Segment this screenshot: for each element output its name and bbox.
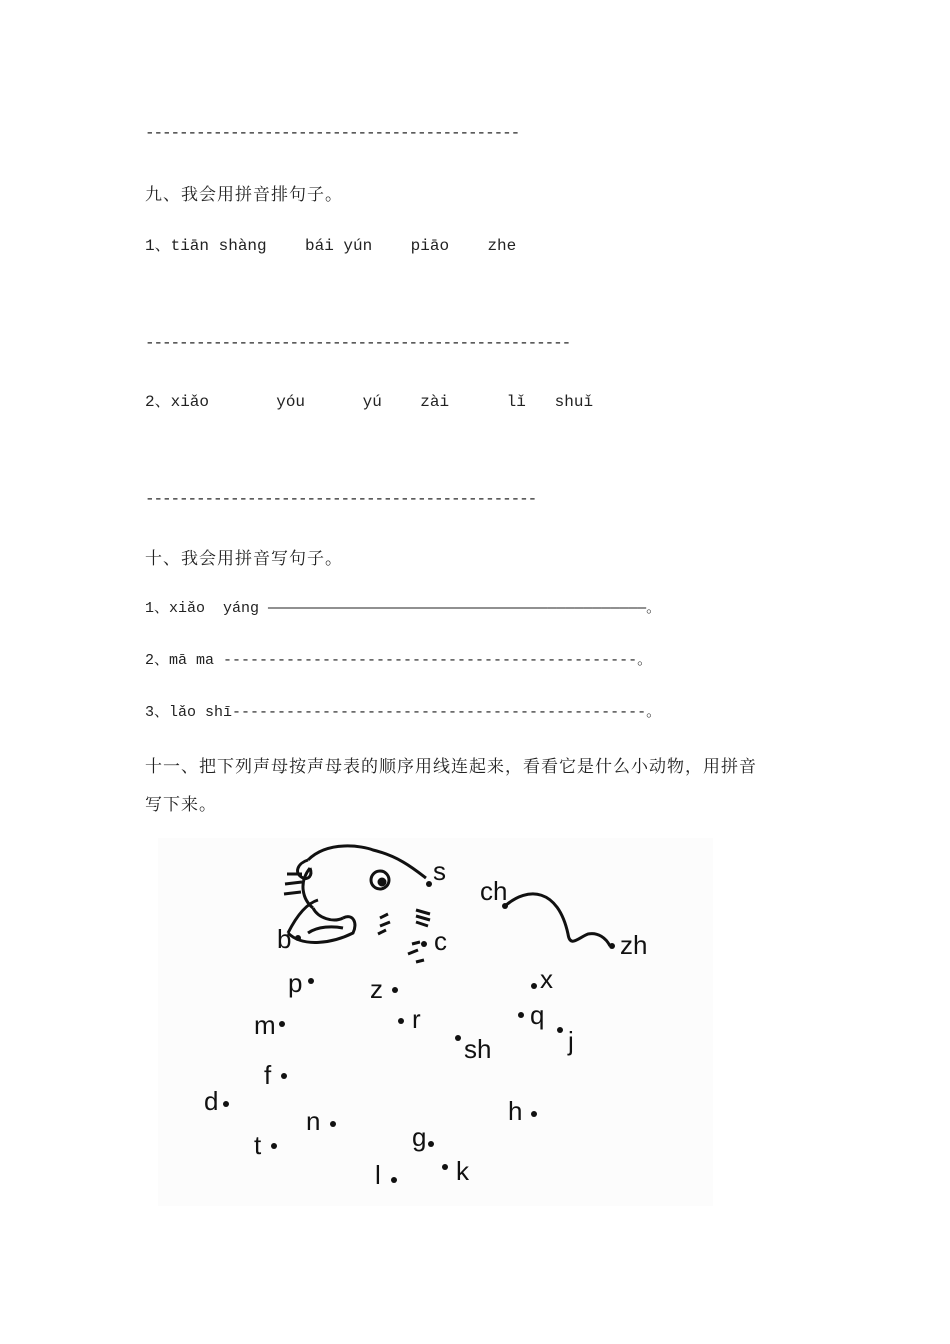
letter-r: r <box>412 1004 421 1034</box>
dot-b <box>295 935 301 941</box>
dot-g <box>428 1141 434 1147</box>
dot-d <box>223 1101 229 1107</box>
dot-zh <box>609 943 615 949</box>
letter-sh: sh <box>464 1034 492 1064</box>
animal-head-outline <box>284 846 610 962</box>
dot-l <box>391 1177 397 1183</box>
letter-k: k <box>456 1156 469 1186</box>
letter-b: b <box>277 924 292 954</box>
letter-g: g <box>412 1122 427 1152</box>
dot-letters <box>204 856 647 1190</box>
dot-q <box>518 1012 524 1018</box>
letter-n: n <box>306 1106 321 1136</box>
dot-drawing <box>158 838 713 1206</box>
letter-c: c <box>434 926 447 956</box>
letter-t: t <box>254 1130 262 1160</box>
dot-f <box>281 1073 287 1079</box>
dot-x <box>531 983 537 989</box>
section-9-heading: 九、我会用拼音排句子。 <box>145 185 343 205</box>
connect-the-dots-picture <box>158 838 713 1206</box>
letter-p: p <box>288 968 303 998</box>
dot-sh <box>455 1035 461 1041</box>
section-10-question-1: 1、xiǎo yáng ——————————————————————————————————————————。 <box>145 600 662 617</box>
dot-k <box>442 1164 448 1170</box>
letter-q: q <box>530 1000 545 1030</box>
dot-m <box>279 1021 285 1027</box>
dot-t <box>271 1143 277 1149</box>
dot-z <box>392 987 398 993</box>
dot-p <box>308 978 314 984</box>
dot-c <box>421 941 427 947</box>
section-10-question-2: 2、mā ma ----------------------------------------------。 <box>145 652 653 669</box>
top-answer-line: -------------------------------------------- <box>145 124 520 142</box>
letter-z: z <box>370 974 383 1004</box>
letter-s: s <box>433 856 446 886</box>
letter-m: m <box>254 1010 276 1040</box>
section-9-question-1: 1、tiān shàng bái yún piāo zhe <box>145 237 517 255</box>
letter-x: x <box>540 964 553 994</box>
section-9-question-2: 2、xiǎo yóu yú zài lǐ shuǐ <box>145 393 594 411</box>
dot-s <box>426 881 432 887</box>
letter-j: j <box>568 1026 574 1056</box>
letter-h: h <box>508 1096 523 1126</box>
dot-h <box>531 1111 537 1117</box>
section-10-heading: 十、我会用拼音写句子。 <box>145 549 343 569</box>
letter-f: f <box>264 1060 272 1090</box>
section-11-heading-line-2: 写下来。 <box>145 795 217 815</box>
dot-j <box>557 1027 563 1033</box>
section-11-heading-line-1: 十一、把下列声母按声母表的顺序用线连起来，看看它是什么小动物，用拼音 <box>145 757 757 777</box>
section-9-answer-line-2: ---------------------------------------------- <box>145 490 537 508</box>
letter-ch: ch <box>480 876 508 906</box>
section-9-answer-line-1: -------------------------------------------------- <box>145 334 571 352</box>
section-10-question-3: 3、lǎo shī----------------------------------------------。 <box>145 704 662 721</box>
dot-r <box>398 1018 404 1024</box>
letter-d: d <box>204 1086 219 1116</box>
dot-n <box>330 1121 336 1127</box>
letter-zh: zh <box>620 930 648 960</box>
letter-l: l <box>375 1160 381 1190</box>
